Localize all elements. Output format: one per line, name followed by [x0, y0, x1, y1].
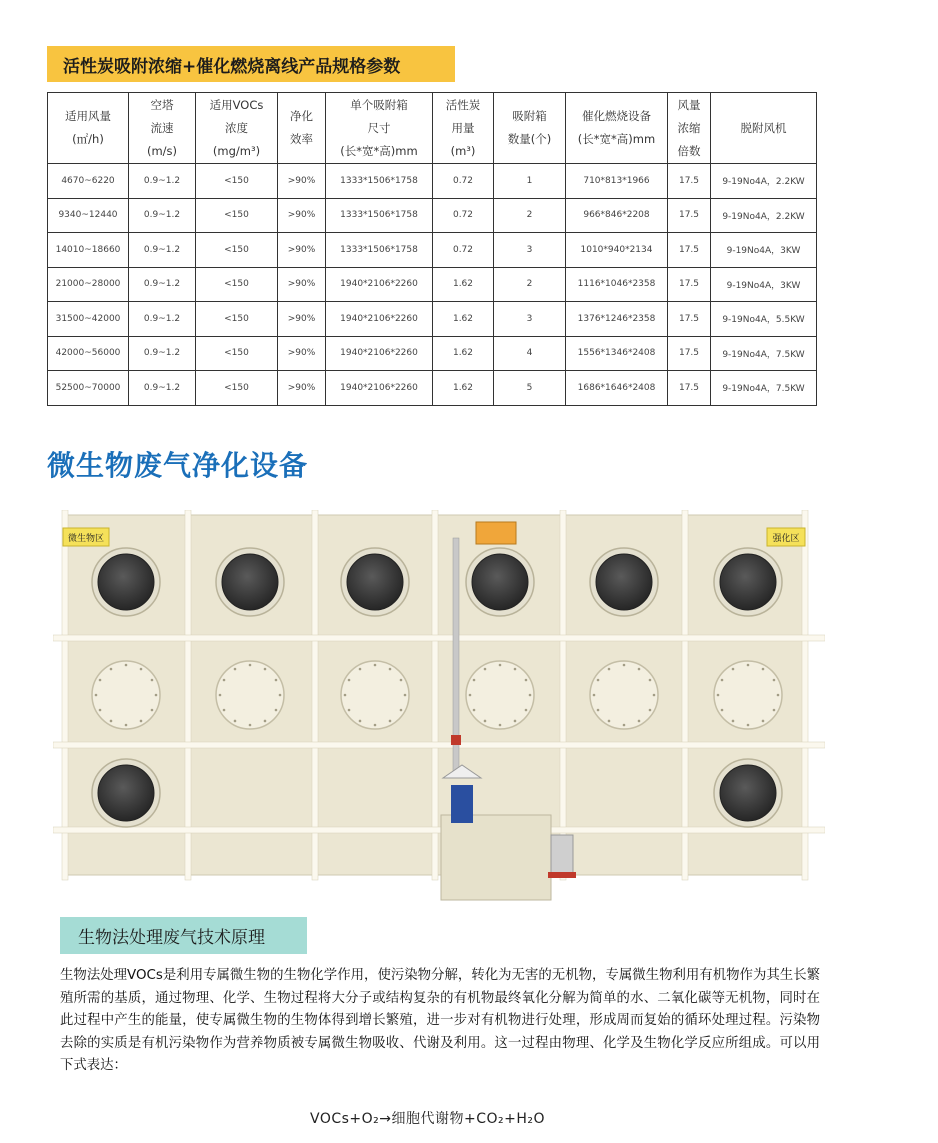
hatch-bolt [623, 724, 626, 727]
table-row [48, 371, 817, 406]
hatch-bolt [110, 720, 113, 723]
table-cell: <150 [196, 233, 278, 268]
vertical-rib [682, 510, 688, 880]
reaction-formula: VOCs+O₂→细胞代谢物+CO₂+H₂O [310, 1111, 546, 1127]
hatch-bolt [721, 679, 724, 682]
hatch-bolt [110, 668, 113, 671]
header-cell: 催化燃烧设备 (长*宽*高)mm [566, 93, 668, 164]
table-cell: <150 [196, 302, 278, 337]
hatch-cover [590, 661, 658, 729]
hatch-bolt [344, 694, 347, 697]
table-cell: 0.9~1.2 [129, 371, 196, 406]
table-cell: 0.9~1.2 [129, 267, 196, 302]
table-cell: 17.5 [668, 233, 711, 268]
table-cell: 0.72 [433, 233, 494, 268]
label-right-text: 强化区 [772, 534, 800, 544]
hatch-bolt [140, 668, 143, 671]
table-cell: 1376*1246*2358 [566, 302, 668, 337]
hatch-bolt [597, 679, 600, 682]
header-cell: 空塔 流速 (m/s) [129, 93, 196, 164]
vertical-rib [185, 510, 191, 880]
hatch-bolt [279, 694, 282, 697]
table-cell: 9-19No4A，5.5KW [711, 302, 817, 337]
hatch-bolt [525, 679, 528, 682]
window-glass [472, 554, 528, 610]
table-row [48, 267, 817, 302]
table-cell: 9-19No4A，2.2KW [711, 198, 817, 233]
horizontal-rib [53, 742, 825, 748]
table-cell: 17.5 [668, 371, 711, 406]
window-glass [596, 554, 652, 610]
vertical-rib [312, 510, 318, 880]
table-cell: 0.9~1.2 [129, 198, 196, 233]
table-cell: 1.62 [433, 302, 494, 337]
hatch-bolt [275, 709, 278, 712]
table-row [48, 336, 817, 371]
hatch-bolt [348, 709, 351, 712]
hatch-bolt [762, 720, 765, 723]
table-row [48, 164, 817, 199]
hatch-bolt [275, 679, 278, 682]
zone-label-right [767, 528, 805, 546]
header-cell: 单个吸附箱 尺寸 (长*宽*高)mm [326, 93, 433, 164]
table-cell: >90% [278, 198, 326, 233]
warning-sign [476, 522, 516, 544]
hatch-bolt [404, 694, 407, 697]
table-cell: 21000~28000 [48, 267, 129, 302]
table-cell: 0.9~1.2 [129, 233, 196, 268]
hatch-bolt [762, 668, 765, 671]
table-cell: >90% [278, 371, 326, 406]
hatch-bolt [484, 668, 487, 671]
table-cell: 1333*1506*1758 [326, 233, 433, 268]
hatch-bolt [359, 720, 362, 723]
table-cell: 1556*1346*2408 [566, 336, 668, 371]
header-cell: 净化 效率 [278, 93, 326, 164]
hatch-bolt [125, 664, 128, 667]
hatch-bolt [732, 720, 735, 723]
hatch-bolt [249, 664, 252, 667]
table-cell: <150 [196, 371, 278, 406]
table-cell: 1.62 [433, 267, 494, 302]
hatch-bolt [514, 668, 517, 671]
hatch-bolt [608, 720, 611, 723]
principle-paragraph: 生物法处理VOCs是利用专属微生物的生物化学作用，使污染物分解，转化为无害的无机物，专属微生物利用有机物作为其生长繁殖所需的基质，通过物理、化学、生物过程将大分子或结构复杂的有机物最终氧化分解为简单的水、二氧化碳等无机物，同时在此过程中产生的能量，使专属微生物的生物体得到增长繁殖，进一步对有机物进行处理，形成周而复始的循环处理过程。污染物去除的实质是有机污染物作为营养物质被专属微生物吸收、代谢及利用。这一过程由物理、化学及生物化学反应所组成。可以用下式表达： [60, 968, 820, 1074]
table-cell: 4 [494, 336, 566, 371]
table-cell: 9-19No4A，3KW [711, 233, 817, 268]
table-cell: 3 [494, 302, 566, 337]
hatch-bolt [593, 694, 596, 697]
table-cell: 1940*2106*2260 [326, 336, 433, 371]
vertical-rib [62, 510, 68, 880]
hatch-bolt [223, 679, 226, 682]
hatch-bolt [473, 679, 476, 682]
hatch-bolt [608, 668, 611, 671]
table-cell: 17.5 [668, 267, 711, 302]
hatch-bolt [597, 709, 600, 712]
table-cell: >90% [278, 267, 326, 302]
table-cell: 5 [494, 371, 566, 406]
table-cell: 9-19No4A，7.5KW [711, 336, 817, 371]
table-cell: 0.9~1.2 [129, 164, 196, 199]
table-cell: 3 [494, 233, 566, 268]
table-row [48, 233, 817, 268]
hatch-bolt [389, 720, 392, 723]
table-cell: 14010~18660 [48, 233, 129, 268]
table-cell: 0.9~1.2 [129, 336, 196, 371]
equipment-photo [53, 510, 825, 902]
hatch-bolt [514, 720, 517, 723]
table-cell: 17.5 [668, 336, 711, 371]
table-row [48, 302, 817, 337]
header-cell: 风量 浓缩 倍数 [668, 93, 711, 164]
table-cell: 0.72 [433, 198, 494, 233]
table-cell: 0.9~1.2 [129, 302, 196, 337]
table-cell: 710*813*1966 [566, 164, 668, 199]
horizontal-rib [53, 827, 825, 833]
table-cell: 17.5 [668, 164, 711, 199]
hatch-bolt [525, 709, 528, 712]
hatch-bolt [773, 709, 776, 712]
window-glass [98, 554, 154, 610]
hatch-bolt [499, 664, 502, 667]
hatch-bolt [473, 709, 476, 712]
hatch-bolt [249, 724, 252, 727]
window-glass [347, 554, 403, 610]
hatch-bolt [529, 694, 532, 697]
hatch-bolt [95, 694, 98, 697]
header-cell: 适用VOCs 浓度 (mg/m³) [196, 93, 278, 164]
window-glass [720, 554, 776, 610]
table-cell: 2 [494, 267, 566, 302]
table-cell: 4670~6220 [48, 164, 129, 199]
window-glass [98, 765, 154, 821]
hatch-bolt [99, 709, 102, 712]
table-cell: 1.62 [433, 371, 494, 406]
equipment-illustration [53, 510, 825, 902]
table-cell: >90% [278, 302, 326, 337]
hatch-cover [341, 661, 409, 729]
hatch-bolt [721, 709, 724, 712]
horizontal-rib [53, 635, 825, 641]
header-cell: 吸附箱 数量(个) [494, 93, 566, 164]
table-cell: 1940*2106*2260 [326, 267, 433, 302]
hatch-bolt [400, 709, 403, 712]
hatch-bolt [484, 720, 487, 723]
hatch-bolt [469, 694, 472, 697]
hatch-bolt [400, 679, 403, 682]
hatch-bolt [140, 720, 143, 723]
hatch-bolt [747, 724, 750, 727]
hatch-bolt [638, 720, 641, 723]
vertical-rib [802, 510, 808, 880]
hatch-bolt [264, 720, 267, 723]
table-cell: <150 [196, 336, 278, 371]
hatch-bolt [264, 668, 267, 671]
table-cell: 2 [494, 198, 566, 233]
hatch-bolt [649, 679, 652, 682]
table-cell: 52500~70000 [48, 371, 129, 406]
header-cell: 活性炭 用量 (m³) [433, 93, 494, 164]
hatch-bolt [638, 668, 641, 671]
hatch-bolt [777, 694, 780, 697]
hatch-bolt [125, 724, 128, 727]
hatch-bolt [499, 724, 502, 727]
table-cell: 9-19No4A，3KW [711, 267, 817, 302]
hatch-bolt [151, 679, 154, 682]
table-cell: <150 [196, 164, 278, 199]
table-row [48, 198, 817, 233]
hatch-bolt [374, 664, 377, 667]
hatch-bolt [717, 694, 720, 697]
hatch-bolt [653, 694, 656, 697]
hatch-bolt [234, 720, 237, 723]
table-cell: 966*846*2208 [566, 198, 668, 233]
hatch-bolt [234, 668, 237, 671]
table-cell: 42000~56000 [48, 336, 129, 371]
section-title-bio-equipment: 微生物废气净化设备 [47, 449, 309, 482]
hatch-bolt [623, 664, 626, 667]
hatch-bolt [223, 709, 226, 712]
hatch-cover [714, 661, 782, 729]
vertical-rib [432, 510, 438, 880]
table-cell: >90% [278, 233, 326, 268]
label-left-text: 微生物区 [67, 534, 105, 544]
table-cell: 1.62 [433, 336, 494, 371]
vertical-rib [560, 510, 566, 880]
table-cell: 1010*940*2134 [566, 233, 668, 268]
table-cell: 17.5 [668, 302, 711, 337]
header-cell: 适用风量 (㎡/h) [48, 93, 129, 164]
hatch-bolt [151, 709, 154, 712]
table-cell: 17.5 [668, 198, 711, 233]
table-cell: 31500~42000 [48, 302, 129, 337]
table-cell: <150 [196, 267, 278, 302]
hatch-cover [466, 661, 534, 729]
table-cell: >90% [278, 336, 326, 371]
principle-tag: 生物法处理废气技术原理 [60, 917, 307, 954]
spec-banner: 活性炭吸附浓缩+催化燃烧离线产品规格参数 [47, 46, 455, 82]
zone-label-left [63, 528, 109, 546]
table-cell: 0.72 [433, 164, 494, 199]
table-cell: <150 [196, 198, 278, 233]
table-cell: 9-19No4A，2.2KW [711, 164, 817, 199]
hatch-bolt [219, 694, 222, 697]
table-cell: 9-19No4A，7.5KW [711, 371, 817, 406]
hatch-bolt [348, 679, 351, 682]
window-glass [720, 765, 776, 821]
hatch-cover [92, 661, 160, 729]
hatch-bolt [359, 668, 362, 671]
table-cell: 1 [494, 164, 566, 199]
header-cell: 脱附风机 [711, 93, 817, 164]
window-glass [222, 554, 278, 610]
table-cell: 9340~12440 [48, 198, 129, 233]
hatch-bolt [773, 679, 776, 682]
table-cell: 1333*1506*1758 [326, 164, 433, 199]
hatch-bolt [747, 664, 750, 667]
spec-table [47, 92, 817, 406]
hatch-bolt [649, 709, 652, 712]
hatch-bolt [155, 694, 158, 697]
hatch-bolt [389, 668, 392, 671]
hatch-cover [216, 661, 284, 729]
hatch-bolt [732, 668, 735, 671]
table-cell: 1940*2106*2260 [326, 371, 433, 406]
hatch-bolt [374, 724, 377, 727]
table-cell: 1940*2106*2260 [326, 302, 433, 337]
table-cell: 1116*1046*2358 [566, 267, 668, 302]
table-cell: 1686*1646*2408 [566, 371, 668, 406]
spec-header-row [48, 93, 817, 164]
table-cell: >90% [278, 164, 326, 199]
table-cell: 1333*1506*1758 [326, 198, 433, 233]
hatch-bolt [99, 679, 102, 682]
